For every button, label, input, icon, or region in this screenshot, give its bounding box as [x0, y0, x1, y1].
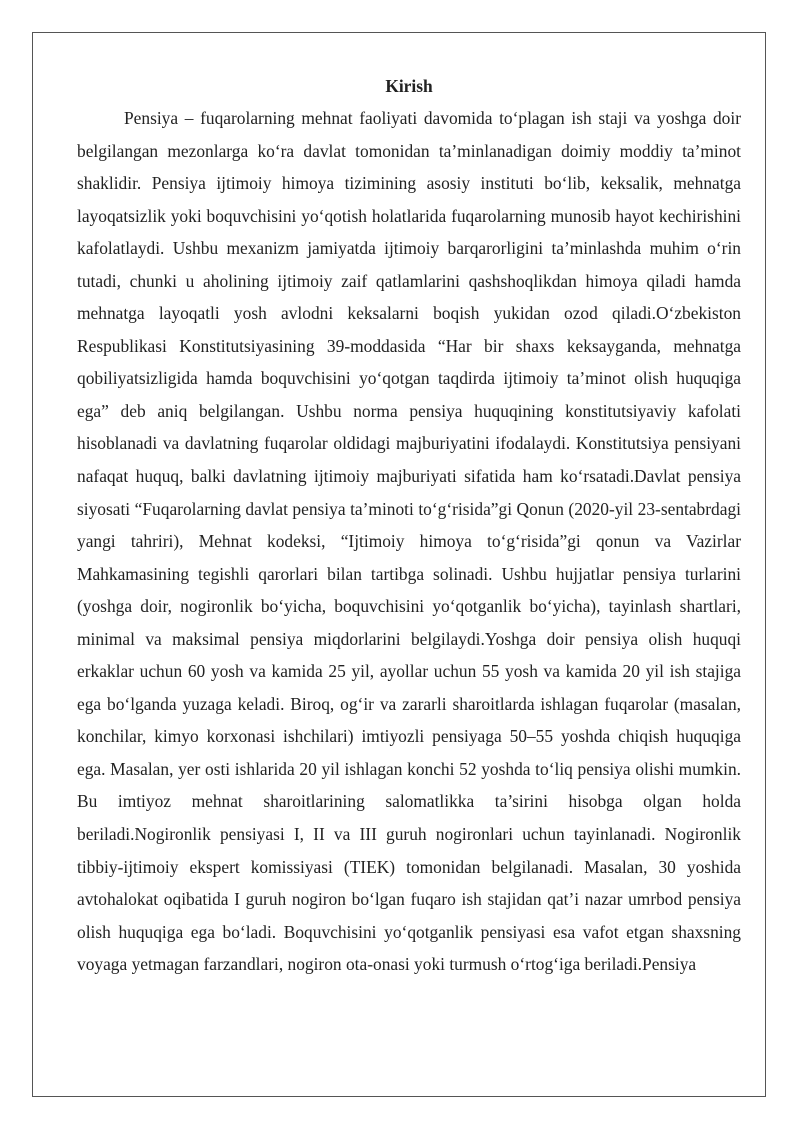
document-body	[77, 70, 741, 981]
document-title: Kirish	[385, 76, 433, 96]
body-paragraph: Pensiya – fuqarolarning mehnat faoliyati davomida to‘plagan ish staji va yoshga doir belgilangan mezonlarga ko‘ra davlat tomonidan ta’minlanadigan doimiy moddiy ta’minot shaklidir. Pensiya ijtimoiy himoya tizimining asosiy instituti bo‘lib, keksalik, mehnatga layoqatsizlik yoki boquvchisini yo‘qotish holatlarida fuqarolarning munosib hayot kechirishini kafolatlaydi. Ushbu mexanizm jamiyatda ijtimoiy barqarorligini ta’minlashda muhim o‘rin tutadi, chunki u aholining ijtimoiy zaif qatlamlarini qashshoqlikdan himoya qiladi hamda mehnatga layoqatli yosh avlodni keksalarni boqish yukidan ozod qiladi.O‘zbekiston Respublikasi Konstitutsiyasining 39-moddasida “Har bir shaxs keksayganda, mehnatga qobiliyatsizligida hamda boquvchisini yo‘qotgan taqdirda ijtimoiy ta’minot olish huquqiga ega” deb aniq belgilangan. Ushbu norma pensiya huquqining konstitutsiyaviy kafolati hisoblanadi va davlatning fuqarolar oldidagi majburiyatini ifodalaydi. Konstitutsiya pensiyani nafaqat huquq, balki davlatning ijtimoiy majburiyati sifatida ham ko‘rsatadi.Davlat pensiya siyosati “Fuqarolarning davlat pensiya ta’minoti to‘g‘risida”gi Qonun (2020-yil 23-sentabrdagi yangi tahriri), Mehnat kodeksi, “Ijtimoiy himoya to‘g‘risida”gi qonun va Vazirlar Mahkamasining tegishli qarorlari bilan tartibga solinadi. Ushbu hujjatlar pensiya turlarini (yoshga doir, nogironlik bo‘yicha, boquvchisini yo‘qotganlik bo‘yicha), tayinlash shartlari, minimal va maksimal pensiya miqdorlarini belgilaydi.Yoshga doir pensiya olish huquqi erkaklar uchun 60 yosh va kamida 25 yil, ayollar uchun 55 yosh va kamida 20 yil ish stajiga ega bo‘lganda yuzaga keladi. Biroq, og‘ir va zararli sharoitlarda ishlagan fuqarolar (masalan, konchilar, kimyo korxonasi ishchilari) imtiyozli pensiyaga 50–55 yoshda chiqish huquqiga ega. Masalan, yer osti ishlarida 20 yil ishlagan konchi 52 yoshda to‘liq pensiya olishi mumkin. Bu imtiyoz mehnat sharoitlarining salomatlikka ta’sirini hisobga olgan holda beriladi.Nogironlik pensiyasi I, II va III guruh nogironlari uchun tayinlanadi. Nogironlik tibbiy-ijtimoiy ekspert komissiyasi (TIEK) tomonidan belgilanadi. Masalan, 30 yoshida avtohalokat oqibatida I guruh nogiron bo‘lgan fuqaro ish stajidan qat’i nazar umrbod pensiya olish huquqiga ega bo‘ladi. Boquvchisini yo‘qotganlik pensiyasi esa vafot etgan shaxsning voyaga yetmagan farzandlari, nogiron ota-onasi yoki turmush o‘rtog‘iga beriladi.Pensiya	[77, 108, 741, 975]
